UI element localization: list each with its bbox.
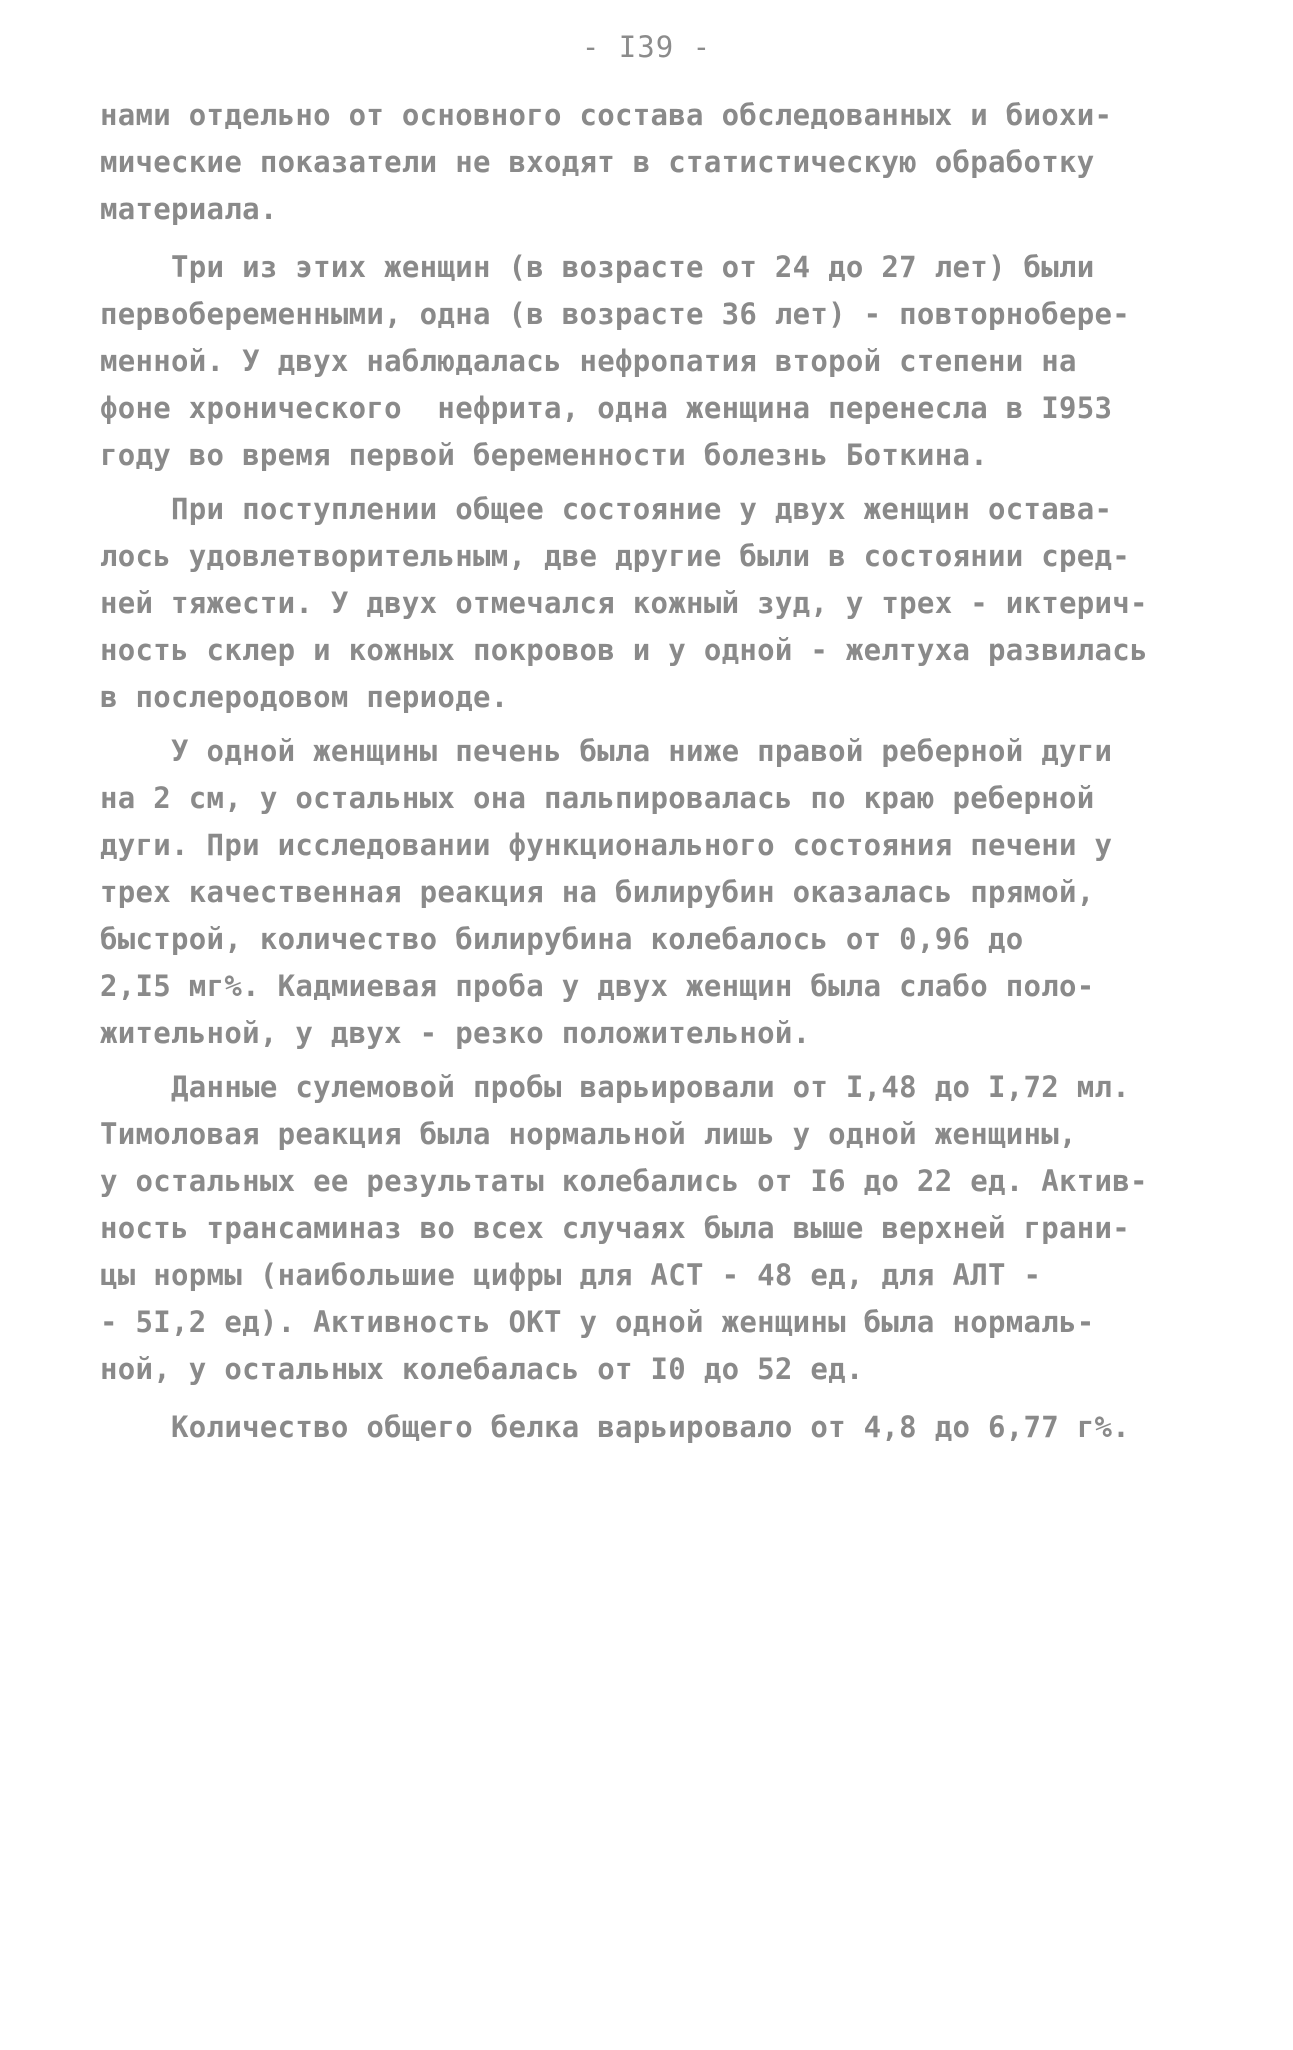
text-line: ней тяжести. У двух отмечался кожный зуд, у трех - иктерич- (100, 586, 1148, 620)
text-line: У одной женщины печень была ниже правой реберной дуги (100, 734, 1113, 768)
text-line: фоне хронического нефрита, одна женщина перенесла в I953 (100, 391, 1113, 425)
text-line: цы нормы (наибольшие цифры для АСТ - 48 ед, для АЛТ - (100, 1258, 1042, 1292)
text-line: лось удовлетворительным, две другие были в состоянии сред- (100, 539, 1131, 573)
text-line: нами отдельно от основного состава обследованных и биохи- (100, 98, 1113, 132)
text-line: материала. (100, 192, 278, 226)
text-line: быстрой, количество билирубина колебалось от 0,96 до (100, 922, 1024, 956)
text-line: первобеременными, одна (в возрасте 36 лет) - повторнобере- (100, 297, 1131, 331)
text-line: 2,I5 мг%. Кадмиевая проба у двух женщин была слабо поло- (100, 969, 1095, 1003)
text-line: Три из этих женщин (в возрасте от 24 до 27 лет) были (100, 250, 1095, 284)
text-line: менной. У двух наблюдалась нефропатия второй степени на (100, 344, 1077, 378)
text-line: Тимоловая реакция была нормальной лишь у одной женщины, (100, 1117, 1077, 1151)
text-line: на 2 см, у остальных она пальпировалась по краю реберной (100, 781, 1095, 815)
text-line: году во время первой беременности болезнь Боткина. (100, 438, 988, 472)
text-line: Данные сулемовой пробы варьировали от I,48 до I,72 мл. (100, 1070, 1131, 1104)
text-line: дуги. При исследовании функционального состояния печени у (100, 828, 1113, 862)
text-line: При поступлении общее состояние у двух женщин остава- (100, 492, 1113, 526)
text-line: трех качественная реакция на билирубин оказалась прямой, (100, 875, 1095, 909)
text-line: жительной, у двух - резко положительной. (100, 1016, 811, 1050)
page-number: - I39 - (581, 30, 712, 64)
text-line: - 5I,2 ед). Активность ОКТ у одной женщины была нормаль- (100, 1305, 1095, 1339)
text-line: мические показатели не входят в статистическую обработку (100, 145, 1095, 179)
text-line: Количество общего белка варьировало от 4,8 до 6,77 г%. (100, 1410, 1131, 1444)
text-line: в послеродовом периоде. (100, 680, 509, 714)
text-line: ной, у остальных колебалась от I0 до 52 ед. (100, 1352, 864, 1386)
text-line: у остальных ее результаты колебались от I6 до 22 ед. Актив- (100, 1164, 1148, 1198)
text-line: ность склер и кожных покровов и у одной - желтуха развилась (100, 633, 1148, 667)
text-line: ность трансаминаз во всех случаях была выше верхней грани- (100, 1211, 1131, 1245)
